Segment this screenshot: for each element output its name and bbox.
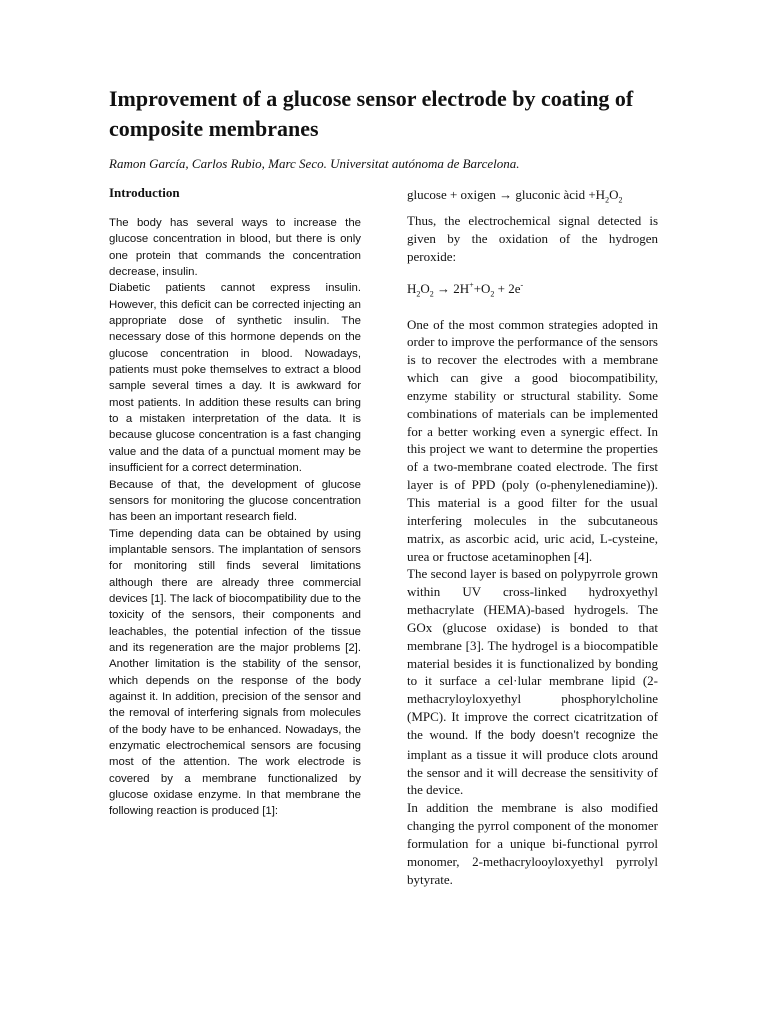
body-paragraph-strategies: One of the most common strategies adopted in order to improve the performance of the sensors is to recover the electrodes with a membrane which can give a good biocompatibility, enzyme stability or structural stability. Some combinations of materials can be implemented for a better working even a synergic effect. In this project we want to determine the properties of a two-membrane coated electrode. The first layer is of PPD (poly (o-phenylenediamine)). This material is a good filter for the usual interfering molecules in the subcutaneous matrix, as ascorbic acid, uric acid, L-cysteine, urea or fructose acetaminophen [4]. xyxy=(407,316,658,564)
section-heading-introduction: Introduction xyxy=(109,185,180,200)
left-column xyxy=(109,184,361,820)
right-column xyxy=(407,186,658,889)
reaction-equation-peroxide: $H_2O_2 \to 2H^++O_2 + 2e^-$ xyxy=(407,280,524,299)
intro-paragraph-4: Time depending data can be obtained by using implantable sensors. The implantation of sensors for monitoring still finds several limitations although there are already three commercial devices [1]. The lack of biocompatibility due to the toxicity of the sensors, their components and leachables, the potential infection of the tissue and its regeneration are the major problems [2]. Another limitation is the stability of the sensor, which depends on the response of the body against it. In addition, precision of the sensor and the removal of interfering signals from molecules of the body have to be enhanced. Nowadays, the enzymatic electrochemical sensors are focusing most of the attention. The work electrode is covered by a membrane functionalized by glucose oxidase enzyme. In that membrane the following reaction is produced [1]: xyxy=(109,527,361,818)
paper-title: Improvement of a glucose sensor electrode by coating of composite membranes xyxy=(109,86,634,141)
body-paragraph-peroxide: Thus, the electrochemical signal detected is given by the oxidation of the hydrogen peroxide: xyxy=(407,213,658,264)
intro-paragraph-2: Diabetic patients cannot express insulin. However, this deficit can be corrected injecting an appropriate dose of synthetic insulin. The necessary dose of this hormone depends on the glucose concentration in blood. Nowadays, patients must poke themselves to extract a blood sample several times a day. It is awkward for most patients. In addition these results can bring to a mistaken interpretation of the data. It is because glucose concentration is a fast changing value and the data of a punctual moment may be insufficient for a correct determination. xyxy=(109,282,361,475)
intro-paragraph-3: Because of that, the development of glucose sensors for monitoring the glucose concentration has been an important research field. xyxy=(109,478,361,524)
intro-paragraph-1: The body has several ways to increase the glucose concentration in blood, but there is only one protein that commands the concentration decrease, insulin. xyxy=(109,217,361,279)
body-paragraph-second-layer: The second layer is based on polypyrrole grown within UV cross-linked hydroxyethyl methacrylate (HEMA)-based hydrogels. The GOx (glucose oxidase) is bonded to that membrane [3]. The hydrogel is a biocompatible material besides it is functionalized by bonding to it surface a cel·lular membrane lipid (2-methacryloyloxyethyl phosphorylcholine (MPC). It improve the correct cicatritzation of the wound. If the body doesn’t recognize the implant as a tissue it will produce clots around the sensor and it will decrease the sensitivity of the device. xyxy=(407,566,658,798)
author-line: Ramon García, Carlos Rubio, Marc Seco. Universitat autónoma de Barcelona. xyxy=(109,156,520,171)
reaction-equation-glucose: glucose + oxigen → gluconic àcid $+H_2O_2$ xyxy=(407,187,623,205)
body-paragraph-pyrrol: In addition the membrane is also modified changing the pyrrol component of the monomer formulation for a unique bi-functional pyrrol monomer, 2-methacrylooyloxyethyl pyrrolyl bytyrate. xyxy=(407,800,658,887)
